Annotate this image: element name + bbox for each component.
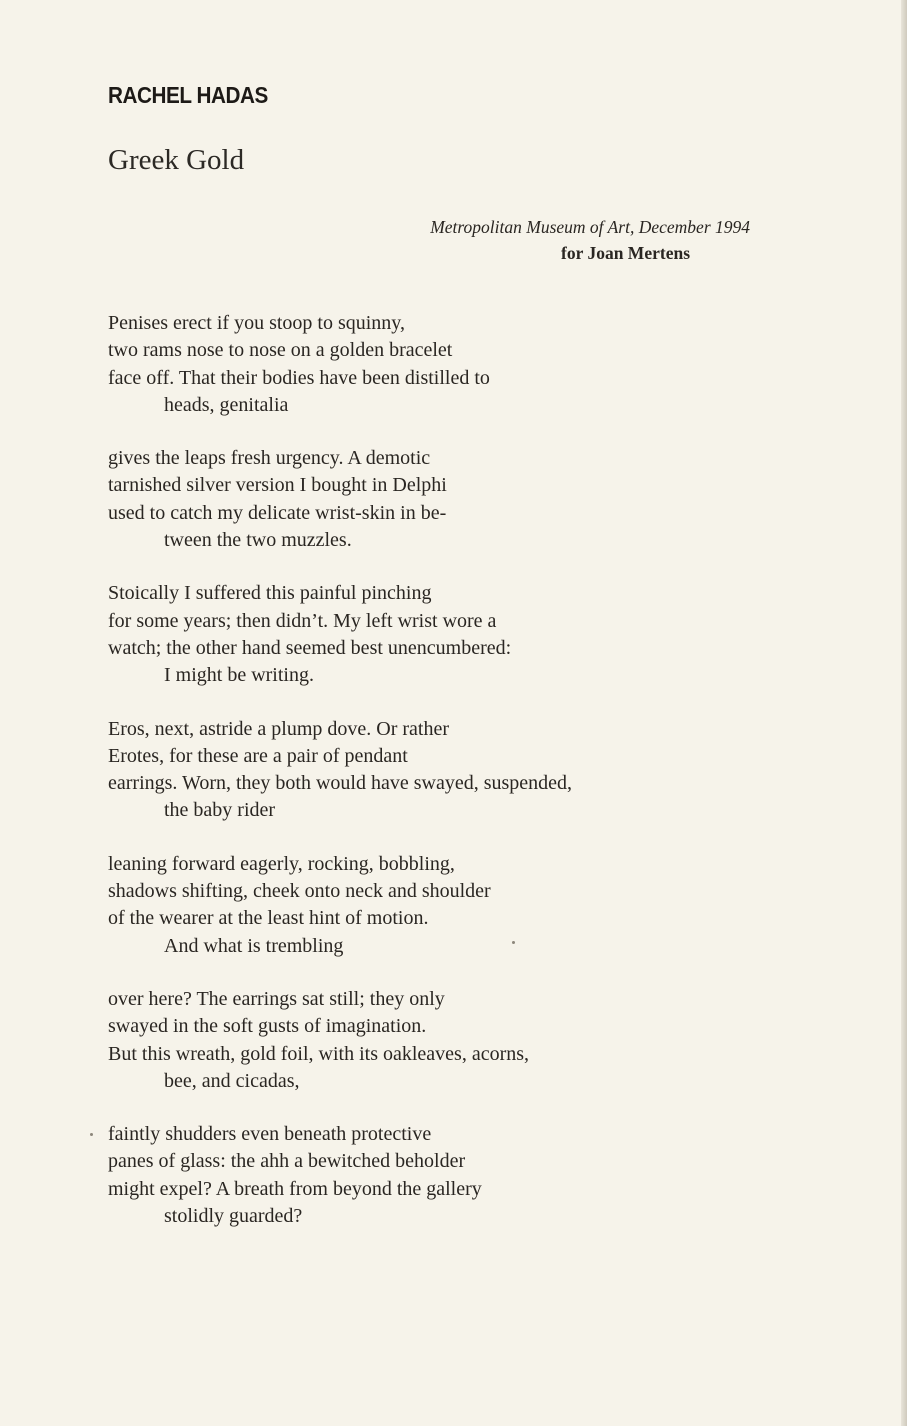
poem-line: shadows shifting, cheek onto neck and shoulder (108, 880, 491, 903)
poem-line: faintly shudders even beneath protective (108, 1123, 432, 1146)
poem-title: Greek Gold (108, 144, 245, 176)
poem-line: over here? The earrings sat still; they only (108, 987, 445, 1010)
poem-line-indented: I might be writing. (164, 664, 314, 687)
stanza-4 (108, 716, 768, 825)
poem-line: leaning forward eagerly, rocking, bobbling, (108, 852, 455, 875)
stanza-2 (108, 445, 768, 554)
poem-line: for some years; then didn’t. My left wrist wore a (108, 609, 497, 632)
poem-line: Penises erect if you stoop to squinny, (108, 312, 406, 334)
poem-body (108, 310, 768, 1256)
epigraph-place: Metropolitan Museum of Art, December 1994 (430, 217, 750, 237)
page-edge (901, 0, 907, 1426)
poem-line: of the wearer at the least hint of motion. (108, 907, 429, 930)
poem-line: swayed in the soft gusts of imagination. (108, 1015, 427, 1038)
poem-line-indented: And what is trembling (164, 934, 344, 957)
poem-line-indented: bee, and cicadas, (164, 1069, 300, 1092)
stanza-3 (108, 580, 768, 689)
poem-line: Stoically I suffered this painful pinching (108, 582, 432, 605)
poem-line-indented: heads, genitalia (164, 393, 289, 416)
paper-speck (90, 1133, 93, 1136)
poem-line: watch; the other hand seemed best unencumbered: (108, 636, 512, 659)
poem-line: used to catch my delicate wrist-skin in be- (108, 501, 447, 524)
dedication: for Joan Mertens (561, 243, 690, 263)
poem-line: might expel? A breath from beyond the gallery (108, 1177, 482, 1200)
poem-line: gives the leaps fresh urgency. A demotic (108, 447, 431, 470)
poem-line: panes of glass: the ahh a bewitched beholder (108, 1150, 466, 1173)
poem-line-indented: the baby rider (164, 799, 276, 822)
poem-line: But this wreath, gold foil, with its oakleaves, acorns, (108, 1042, 530, 1065)
poem-line: two rams nose to nose on a golden bracelet (108, 339, 453, 362)
poem-line: earrings. Worn, they both would have swayed, suspended, (108, 772, 573, 795)
author-name: RACHEL HADAS (108, 82, 268, 108)
poem-line-indented: stolidly guarded? (164, 1205, 303, 1228)
poem-line: Eros, next, astride a plump dove. Or rather (108, 717, 450, 740)
stanza-6 (108, 986, 768, 1095)
stanza-5 (108, 851, 768, 960)
poem-line-indented: tween the two muzzles. (164, 529, 352, 552)
poem-line: Erotes, for these are a pair of pendant (108, 744, 408, 767)
poem-line: tarnished silver version I bought in Delphi (108, 474, 447, 497)
poem-line: face off. That their bodies have been distilled to (108, 366, 490, 389)
epigraph (430, 214, 750, 266)
stanza-1 (108, 310, 768, 419)
stanza-7 (108, 1121, 768, 1230)
